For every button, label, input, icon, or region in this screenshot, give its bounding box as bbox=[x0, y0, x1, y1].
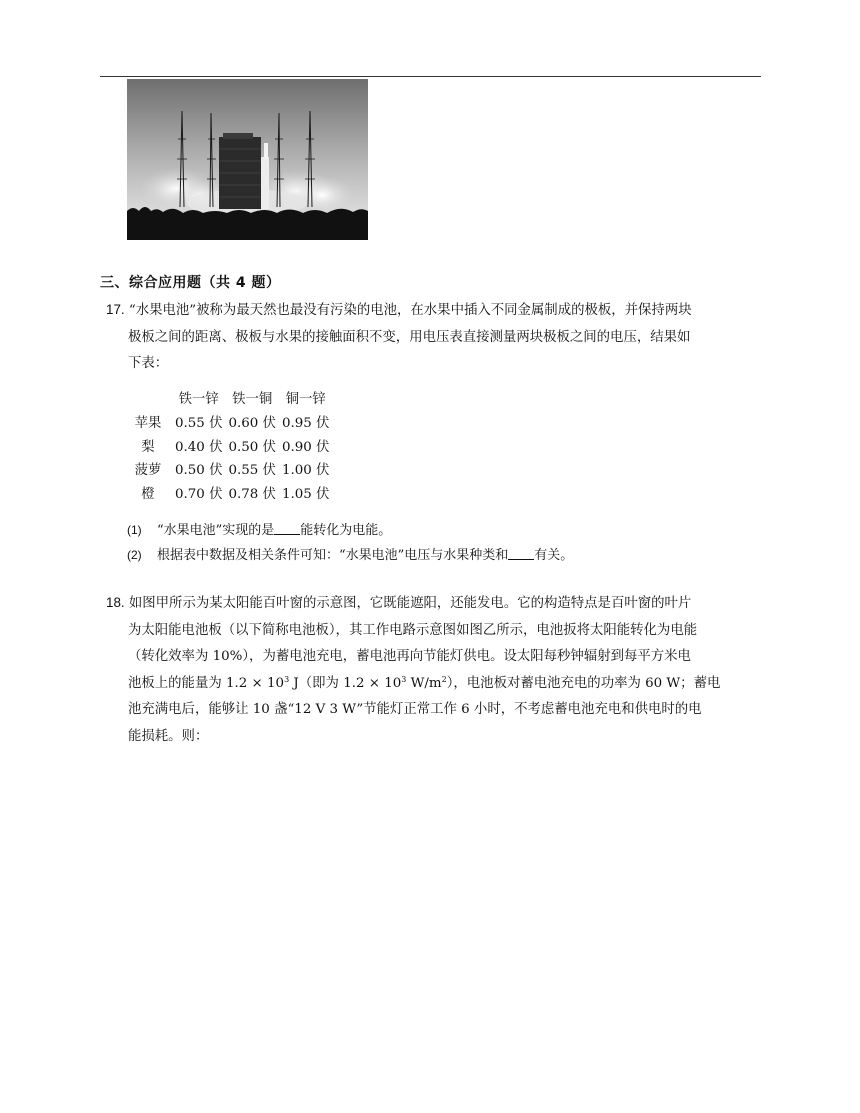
table-cell: 0.50 伏 bbox=[175, 463, 223, 479]
answer-blank[interactable] bbox=[508, 547, 534, 560]
table-cell: 1.00 伏 bbox=[281, 463, 330, 479]
exponent: 2 bbox=[441, 674, 447, 684]
question-text: J（即为 1.2 × 10 bbox=[289, 675, 402, 691]
sub-question-text: “水果电池”实现的是 bbox=[157, 523, 275, 538]
row-label: 菠萝 bbox=[134, 463, 162, 479]
table-row bbox=[127, 410, 332, 434]
sub-question-tag: (2) bbox=[127, 548, 142, 562]
sub-question-tag: (1) bbox=[127, 523, 142, 537]
header-rule bbox=[100, 76, 761, 77]
table-header-row bbox=[127, 386, 332, 410]
table-cell: 0.40 伏 bbox=[175, 439, 223, 455]
exponent: 3 bbox=[284, 674, 290, 684]
table-cell: 1.05 伏 bbox=[281, 487, 330, 503]
table-cell: 0.78 伏 bbox=[228, 487, 276, 503]
question-18-line: 池充满电后，能够让 10 盏“12 V 3 W”节能灯正常工作 6 小时，不考虑蓄电池充电和供电时的电 bbox=[128, 702, 702, 717]
question-number: 18. bbox=[106, 595, 125, 610]
question-18 bbox=[106, 590, 762, 750]
question-text: “水果电池”被称为最天然也最没有污染的电池，在水果中插入不同金属制成的极板，并保持两块 bbox=[128, 303, 692, 318]
table-cell: 0.90 伏 bbox=[281, 439, 330, 455]
table-header-cell bbox=[127, 386, 172, 410]
question-text: 如图甲所示为某太阳能百叶窗的示意图，它既能遮阳，还能发电。它的构造特点是百叶窗的叶片 bbox=[128, 596, 692, 611]
question-number: 17. bbox=[106, 302, 125, 317]
question-18-line: 能损耗。则： bbox=[128, 728, 209, 744]
table-header-cell: 铜一锌 bbox=[285, 392, 326, 408]
question-18-line: 为太阳能电池板（以下简称电池板），其工作电路示意图如图乙所示，电池扳将太阳能转化为电能 bbox=[128, 622, 698, 638]
row-label: 苹果 bbox=[134, 416, 162, 432]
table-row bbox=[127, 433, 332, 457]
question-17-line bbox=[106, 297, 762, 325]
sub-question-text: 根据表中数据及相关条件可知：“水果电池”电压与水果种类和 bbox=[157, 548, 509, 563]
table-header-cell: 铁一锌 bbox=[178, 392, 219, 408]
question-text: ），电池板对蓄电池充电的功率为 60 W；蓄电 bbox=[446, 675, 721, 691]
row-label: 梨 bbox=[141, 439, 155, 455]
table-cell: 0.95 伏 bbox=[281, 416, 330, 432]
question-17-line: 极板之间的距离、极板与水果的接触面积不变，用电压表直接测量两块极板之间的电压，结果如 bbox=[128, 329, 691, 345]
answer-blank[interactable] bbox=[274, 522, 300, 535]
table-row bbox=[127, 457, 332, 481]
sub-question-text: 能转化为电能。 bbox=[300, 523, 392, 538]
table-cell: 0.60 伏 bbox=[228, 416, 276, 432]
question-18-line: （转化效率为 10%），为蓄电池充电，蓄电池再向节能灯供电。设太阳每秒钟辐射到每平方米电 bbox=[128, 649, 691, 664]
voltage-table bbox=[127, 386, 332, 504]
section-title: 三、综合应用题（共 4 题） bbox=[100, 275, 281, 291]
question-18-line bbox=[106, 671, 762, 698]
table-cell: 0.55 伏 bbox=[228, 463, 276, 479]
sub-question-1 bbox=[127, 519, 391, 538]
sub-question-2 bbox=[127, 544, 573, 563]
question-17 bbox=[106, 297, 762, 378]
question-text: 池板上的能量为 1.2 × 10 bbox=[128, 675, 285, 691]
table-row bbox=[127, 481, 332, 505]
table-cell: 0.70 伏 bbox=[175, 487, 223, 503]
table-header-cell: 铁一铜 bbox=[232, 392, 273, 408]
table-cell: 0.50 伏 bbox=[228, 439, 276, 455]
question-17-line: 下表： bbox=[128, 356, 169, 371]
sub-question-text: 有关。 bbox=[534, 548, 574, 563]
question-18-line bbox=[106, 590, 762, 618]
rocket-launch-photo bbox=[127, 79, 368, 240]
question-text: W/m bbox=[406, 675, 442, 691]
table-cell: 0.55 伏 bbox=[175, 416, 223, 432]
row-label: 橙 bbox=[141, 487, 155, 503]
exponent: 3 bbox=[401, 674, 407, 684]
